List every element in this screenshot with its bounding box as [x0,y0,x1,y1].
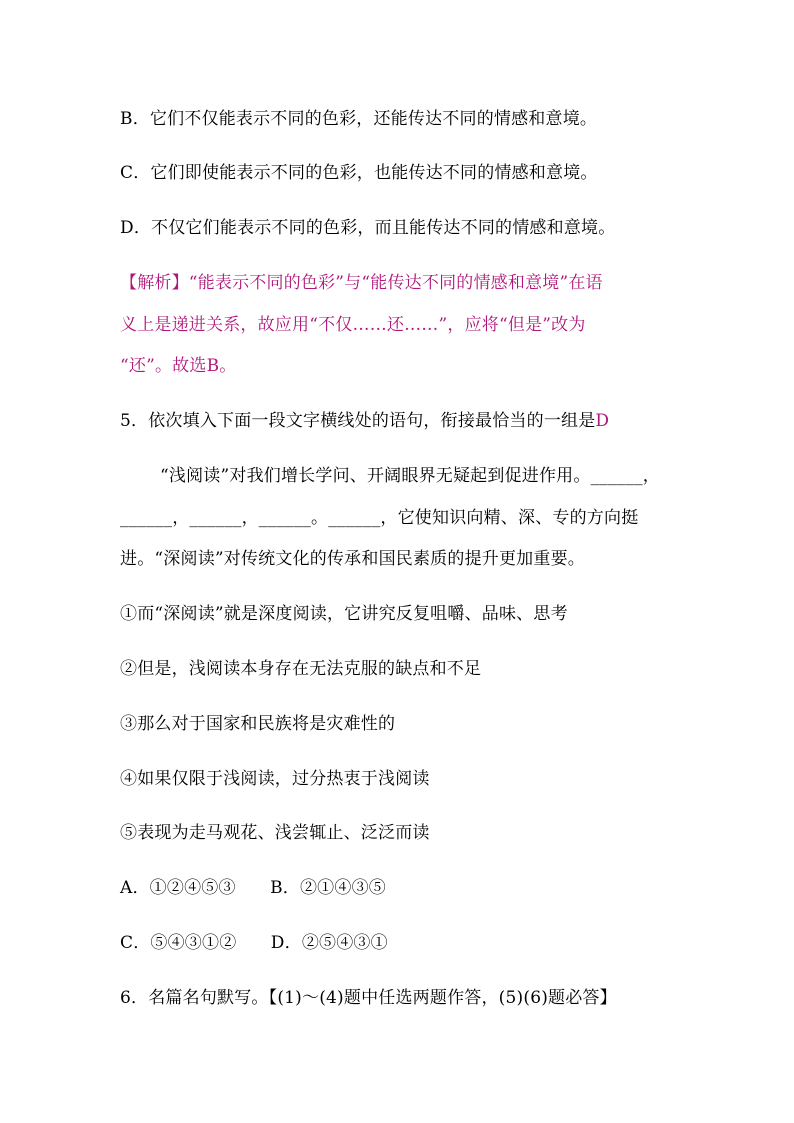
q4-analysis-line-1: 【解析】“能表示不同的色彩”与“能传达不同的情感和意境”在语 [120,273,603,293]
q5-item-3: ③那么对于国家和民族将是灾难性的 [120,714,396,734]
q4-analysis-line-2: 义上是递进关系，故应用“不仅……还……”，应将“但是”改为 [120,315,586,335]
q4-option-b: B．它们不仅能表示不同的色彩，还能传达不同的情感和意境。 [120,109,598,129]
q5-answer: D [595,411,610,431]
q5-passage-line-3: 进。“深阅读”对传统文化的传承和国民素质的提升更加重要。 [120,549,585,569]
q5-passage-line-1: “浅阅读”对我们增长学问、开阔眼界无疑起到促进作用。______， [160,466,660,486]
q4-option-d: D．不仅它们能表示不同的色彩，而且能传达不同的情感和意境。 [120,218,616,238]
q4-analysis-line-3: “还”。故选B。 [120,356,237,376]
q4-option-c: C．它们即使能表示不同的色彩，也能传达不同的情感和意境。 [120,163,598,183]
q5-item-1: ①而“深阅读”就是深度阅读，它讲究反复咀嚼、品味、思考 [120,604,568,624]
q5-item-2: ②但是，浅阅读本身存在无法克服的缺点和不足 [120,659,482,679]
q5-stem-text: 5．依次填入下面一段文字横线处的语句，衔接最恰当的一组是 [120,411,596,431]
q5-passage-line-2: ______，______，______。______，它使知识向精、深、专的方向挺 [120,508,639,528]
q5-stem [120,410,609,432]
q5-options-row-1: A．①②④⑤③ B．②①④③⑤ [120,878,386,898]
q5-item-5: ⑤表现为走马观花、浅尝辄止、泛泛而读 [120,823,430,843]
q6-stem: 6．名篇名句默写。【(1)～(4)题中任选两题作答，(5)(6)题必答】 [120,988,617,1008]
q5-options-row-2: C．⑤④③①② D．②⑤④③① [120,933,388,953]
q5-item-4: ④如果仅限于浅阅读，过分热衷于浅阅读 [120,769,430,789]
